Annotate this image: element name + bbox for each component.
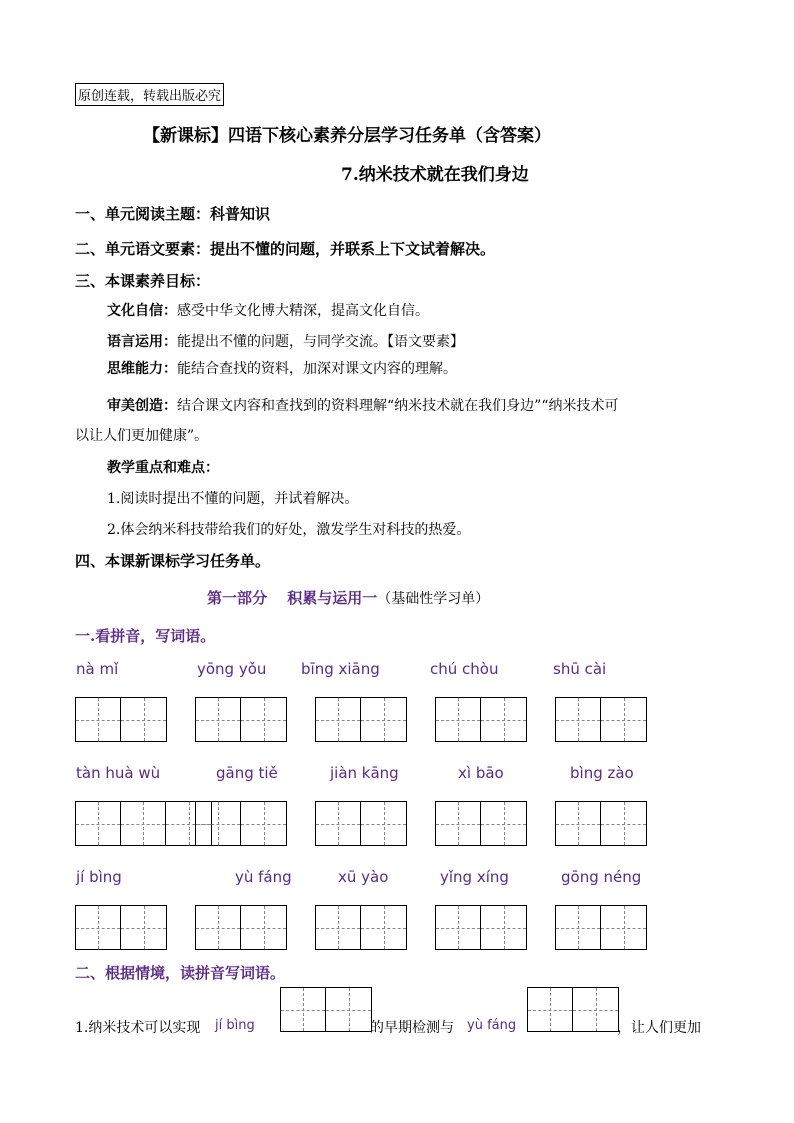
- writing-grid[interactable]: [555, 801, 647, 846]
- q2-sentence-mid: 的早期检测与: [370, 1020, 454, 1036]
- goal-text: 能提出不懂的问题，与同学交流。【语文要素】: [177, 334, 464, 350]
- goal-text: 结合课文内容和查找到的资料理解“纳米技术就在我们身边”“纳米技术可: [177, 398, 619, 414]
- writing-grid[interactable]: [555, 905, 647, 950]
- section-language-elements: 二、单元语文要素：提出不懂的问题，并联系上下文试着解决。: [75, 240, 496, 258]
- pinyin-label: yǐng xíng: [440, 868, 509, 886]
- writing-grid[interactable]: [315, 801, 407, 846]
- q2-pinyin-1: jí bìng: [215, 1018, 255, 1033]
- pinyin-label: jí bìng: [76, 868, 122, 886]
- goal-thinking: [107, 358, 457, 378]
- part-one-heading: [207, 587, 489, 608]
- writing-grid[interactable]: [315, 697, 407, 742]
- question-1-title: 一.看拼音，写词语。: [75, 627, 216, 645]
- goal-label: 语言运用：: [107, 334, 177, 350]
- writing-grid[interactable]: [195, 697, 287, 742]
- pinyin-label: tàn huà wù: [76, 764, 161, 782]
- writing-grid[interactable]: [195, 801, 287, 846]
- goal-aesthetic-continued: 以让人们更加健康”。: [75, 428, 209, 444]
- key-point-2: 2.体会纳米科技带给我们的好处，激发学生对科技的热爱。: [107, 522, 471, 538]
- pinyin-label: gōng néng: [561, 868, 642, 886]
- q2-pinyin-2: yù fáng: [467, 1018, 517, 1033]
- goal-text: 感受中华文化博大精深，提高文化自信。: [177, 303, 429, 319]
- pinyin-label: chú chòu: [430, 660, 499, 678]
- writing-grid[interactable]: [280, 987, 372, 1032]
- writing-grid[interactable]: [75, 905, 167, 950]
- pinyin-label: xì bāo: [458, 764, 504, 782]
- goal-text: 能结合查找的资料，加深对课文内容的理解。: [177, 361, 457, 377]
- pinyin-label: xū yào: [338, 868, 389, 886]
- goal-cultural-confidence: [107, 300, 429, 320]
- goal-label: 思维能力：: [107, 361, 177, 377]
- writing-grid[interactable]: [195, 905, 287, 950]
- section-reading-theme: 一、单元阅读主题：科普知识: [75, 205, 271, 223]
- goal-aesthetic: [107, 395, 618, 415]
- writing-grid[interactable]: [75, 801, 212, 846]
- writing-grid[interactable]: [315, 905, 407, 950]
- copyright-notice: 原创连载，转载出版必究: [75, 83, 224, 106]
- lesson-title: 7.纳米技术就在我们身边: [341, 165, 529, 185]
- writing-grid[interactable]: [75, 697, 167, 742]
- pinyin-label: shū cài: [553, 660, 607, 678]
- writing-grid[interactable]: [435, 697, 527, 742]
- goal-label: 审美创造：: [107, 398, 177, 414]
- pinyin-label: gāng tiě: [216, 764, 278, 782]
- pinyin-label: yōng yǒu: [197, 660, 267, 678]
- key-point-1: 1.阅读时提出不懂的问题，并试着解决。: [107, 491, 359, 507]
- writing-grid[interactable]: [435, 905, 527, 950]
- writing-grid[interactable]: [435, 801, 527, 846]
- q2-sentence-end: ，让人们更加: [617, 1020, 701, 1036]
- section-goals: 三、本课素养目标：: [75, 272, 211, 290]
- part-subtitle: （基础性学习单）: [377, 591, 490, 607]
- part-title: 第一部分 积累与运用一: [207, 589, 378, 607]
- q2-sentence-start: 1.纳米技术可以实现: [75, 1020, 201, 1036]
- key-points-label: 教学重点和难点：: [107, 460, 219, 476]
- pinyin-label: jiàn kāng: [330, 764, 399, 782]
- pinyin-label: bìng zào: [570, 764, 634, 782]
- goal-label: 文化自信：: [107, 303, 177, 319]
- question-2-title: 二、根据情境，读拼音写词语。: [75, 964, 286, 982]
- writing-grid[interactable]: [555, 697, 647, 742]
- pinyin-label: yù fáng: [235, 868, 292, 886]
- goal-language-use: [107, 331, 464, 351]
- pinyin-label: nà mǐ: [76, 660, 119, 678]
- writing-grid[interactable]: [527, 987, 619, 1032]
- document-title: 【新课标】四语下核心素养分层学习任务单（含答案）: [143, 126, 551, 146]
- section-task-list: 四、本课新课标学习任务单。: [75, 552, 271, 570]
- pinyin-label: bīng xiāng: [301, 660, 380, 678]
